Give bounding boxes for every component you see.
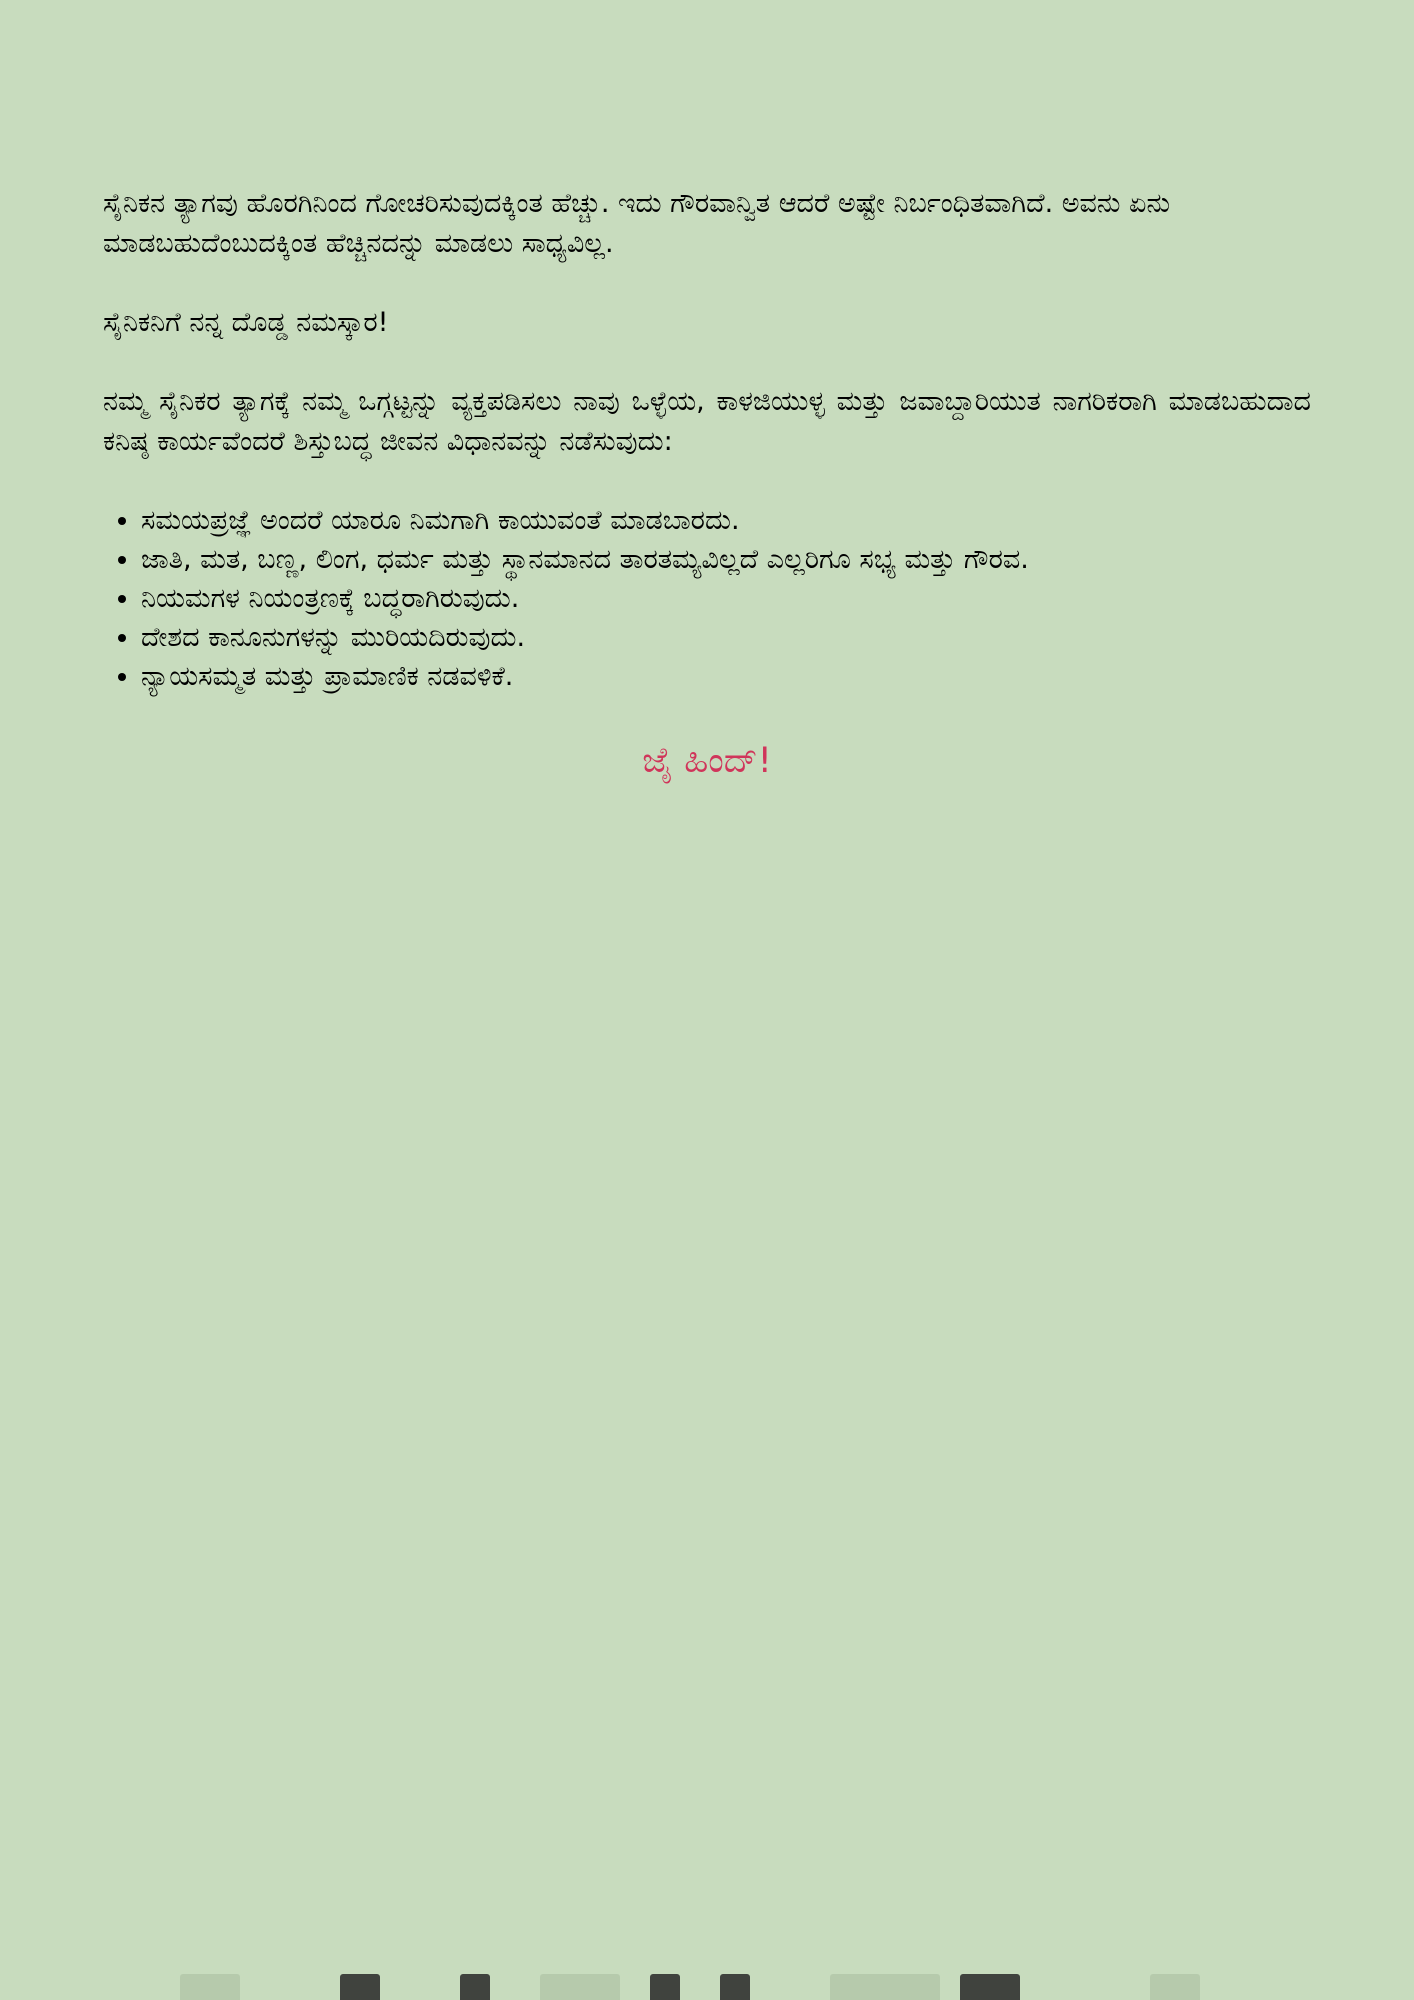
decorative-mark <box>540 1974 620 2000</box>
closing-slogan: ಜೈ ಹಿಂದ್! <box>642 741 772 781</box>
paragraph-solidarity: ನಮ್ಮ ಸೈನಿಕರ ತ್ಯಾಗಕ್ಕೆ ನಮ್ಮ ಒಗ್ಗಟ್ಟನ್ನು ವ್ಯಕ್ತಪಡಿಸಲು ನಾವು ಒಳ್ಳೆಯ, ಕಾಳಜಿಯುಳ್ಳ ಮತ್ತು ಜವಾಬ್ದಾರಿಯುತ ನಾಗರಿಕರಾಗಿ ಮಾಡಬಹುದಾದ ಕನಿಷ್ಠ ಕಾರ್ಯವೆಂದರೆ ಶಿಸ್ತುಬದ್ಧ ಜೀವನ ವಿಧಾನವನ್ನು ನಡೆಸುವುದು: <box>103 386 1311 457</box>
decorative-mark <box>830 1974 940 2000</box>
list-item: • ಸಮಯಪ್ರಜ್ಞೆ ಅಂದರೆ ಯಾರೂ ನಿಮಗಾಗಿ ಕಾಯುವಂತೆ ಮಾಡಬಾರದು. <box>141 501 1311 540</box>
document-body <box>103 184 1311 784</box>
paragraph-salute: ಸೈನಿಕನಿಗೆ ನನ್ನ ದೊಡ್ಡ ನಮಸ್ಕಾರ! <box>103 307 389 338</box>
bottom-decorative-strip <box>0 1970 1414 2000</box>
decorative-mark <box>1150 1974 1200 2000</box>
list-item: • ನ್ಯಾಯಸಮ್ಮತ ಮತ್ತು ಪ್ರಾಮಾಣಿಕ ನಡವಳಿಕೆ. <box>141 657 1311 696</box>
list-item: • ಜಾತಿ, ಮತ, ಬಣ್ಣ, ಲಿಂಗ, ಧರ್ಮ ಮತ್ತು ಸ್ಥಾನಮಾನದ ತಾರತಮ್ಯವಿಲ್ಲದೆ ಎಲ್ಲರಿಗೂ ಸಭ್ಯ ಮತ್ತು ಗೌರವ. <box>141 540 1311 579</box>
paragraph-sacrifice: ಸೈನಿಕನ ತ್ಯಾಗವು ಹೊರಗಿನಿಂದ ಗೋಚರಿಸುವುದಕ್ಕಿಂತ ಹೆಚ್ಚು. ಇದು ಗೌರವಾನ್ವಿತ ಆದರೆ ಅಷ್ಟೇ ನಿರ್ಬಂಧಿತವಾಗಿದೆ. ಅವನು ಏನು ಮಾಡಬಹುದೆಂಬುದಕ್ಕಿಂತ ಹೆಚ್ಚಿನದನ್ನು ಮಾಡಲು ಸಾಧ್ಯವಿಲ್ಲ. <box>103 188 1171 259</box>
decorative-mark <box>460 1974 490 2000</box>
decorative-mark <box>340 1974 380 2000</box>
list-item: • ನಿಯಮಗಳ ನಿಯಂತ್ರಣಕ್ಕೆ ಬದ್ಧರಾಗಿರುವುದು. <box>141 579 1311 618</box>
list-item: • ದೇಶದ ಕಾನೂನುಗಳನ್ನು ಮುರಿಯದಿರುವುದು. <box>141 618 1311 657</box>
decorative-mark <box>720 1974 750 2000</box>
decorative-mark <box>180 1974 240 2000</box>
decorative-mark <box>650 1974 680 2000</box>
decorative-mark <box>960 1974 1020 2000</box>
duties-list <box>103 501 1311 696</box>
